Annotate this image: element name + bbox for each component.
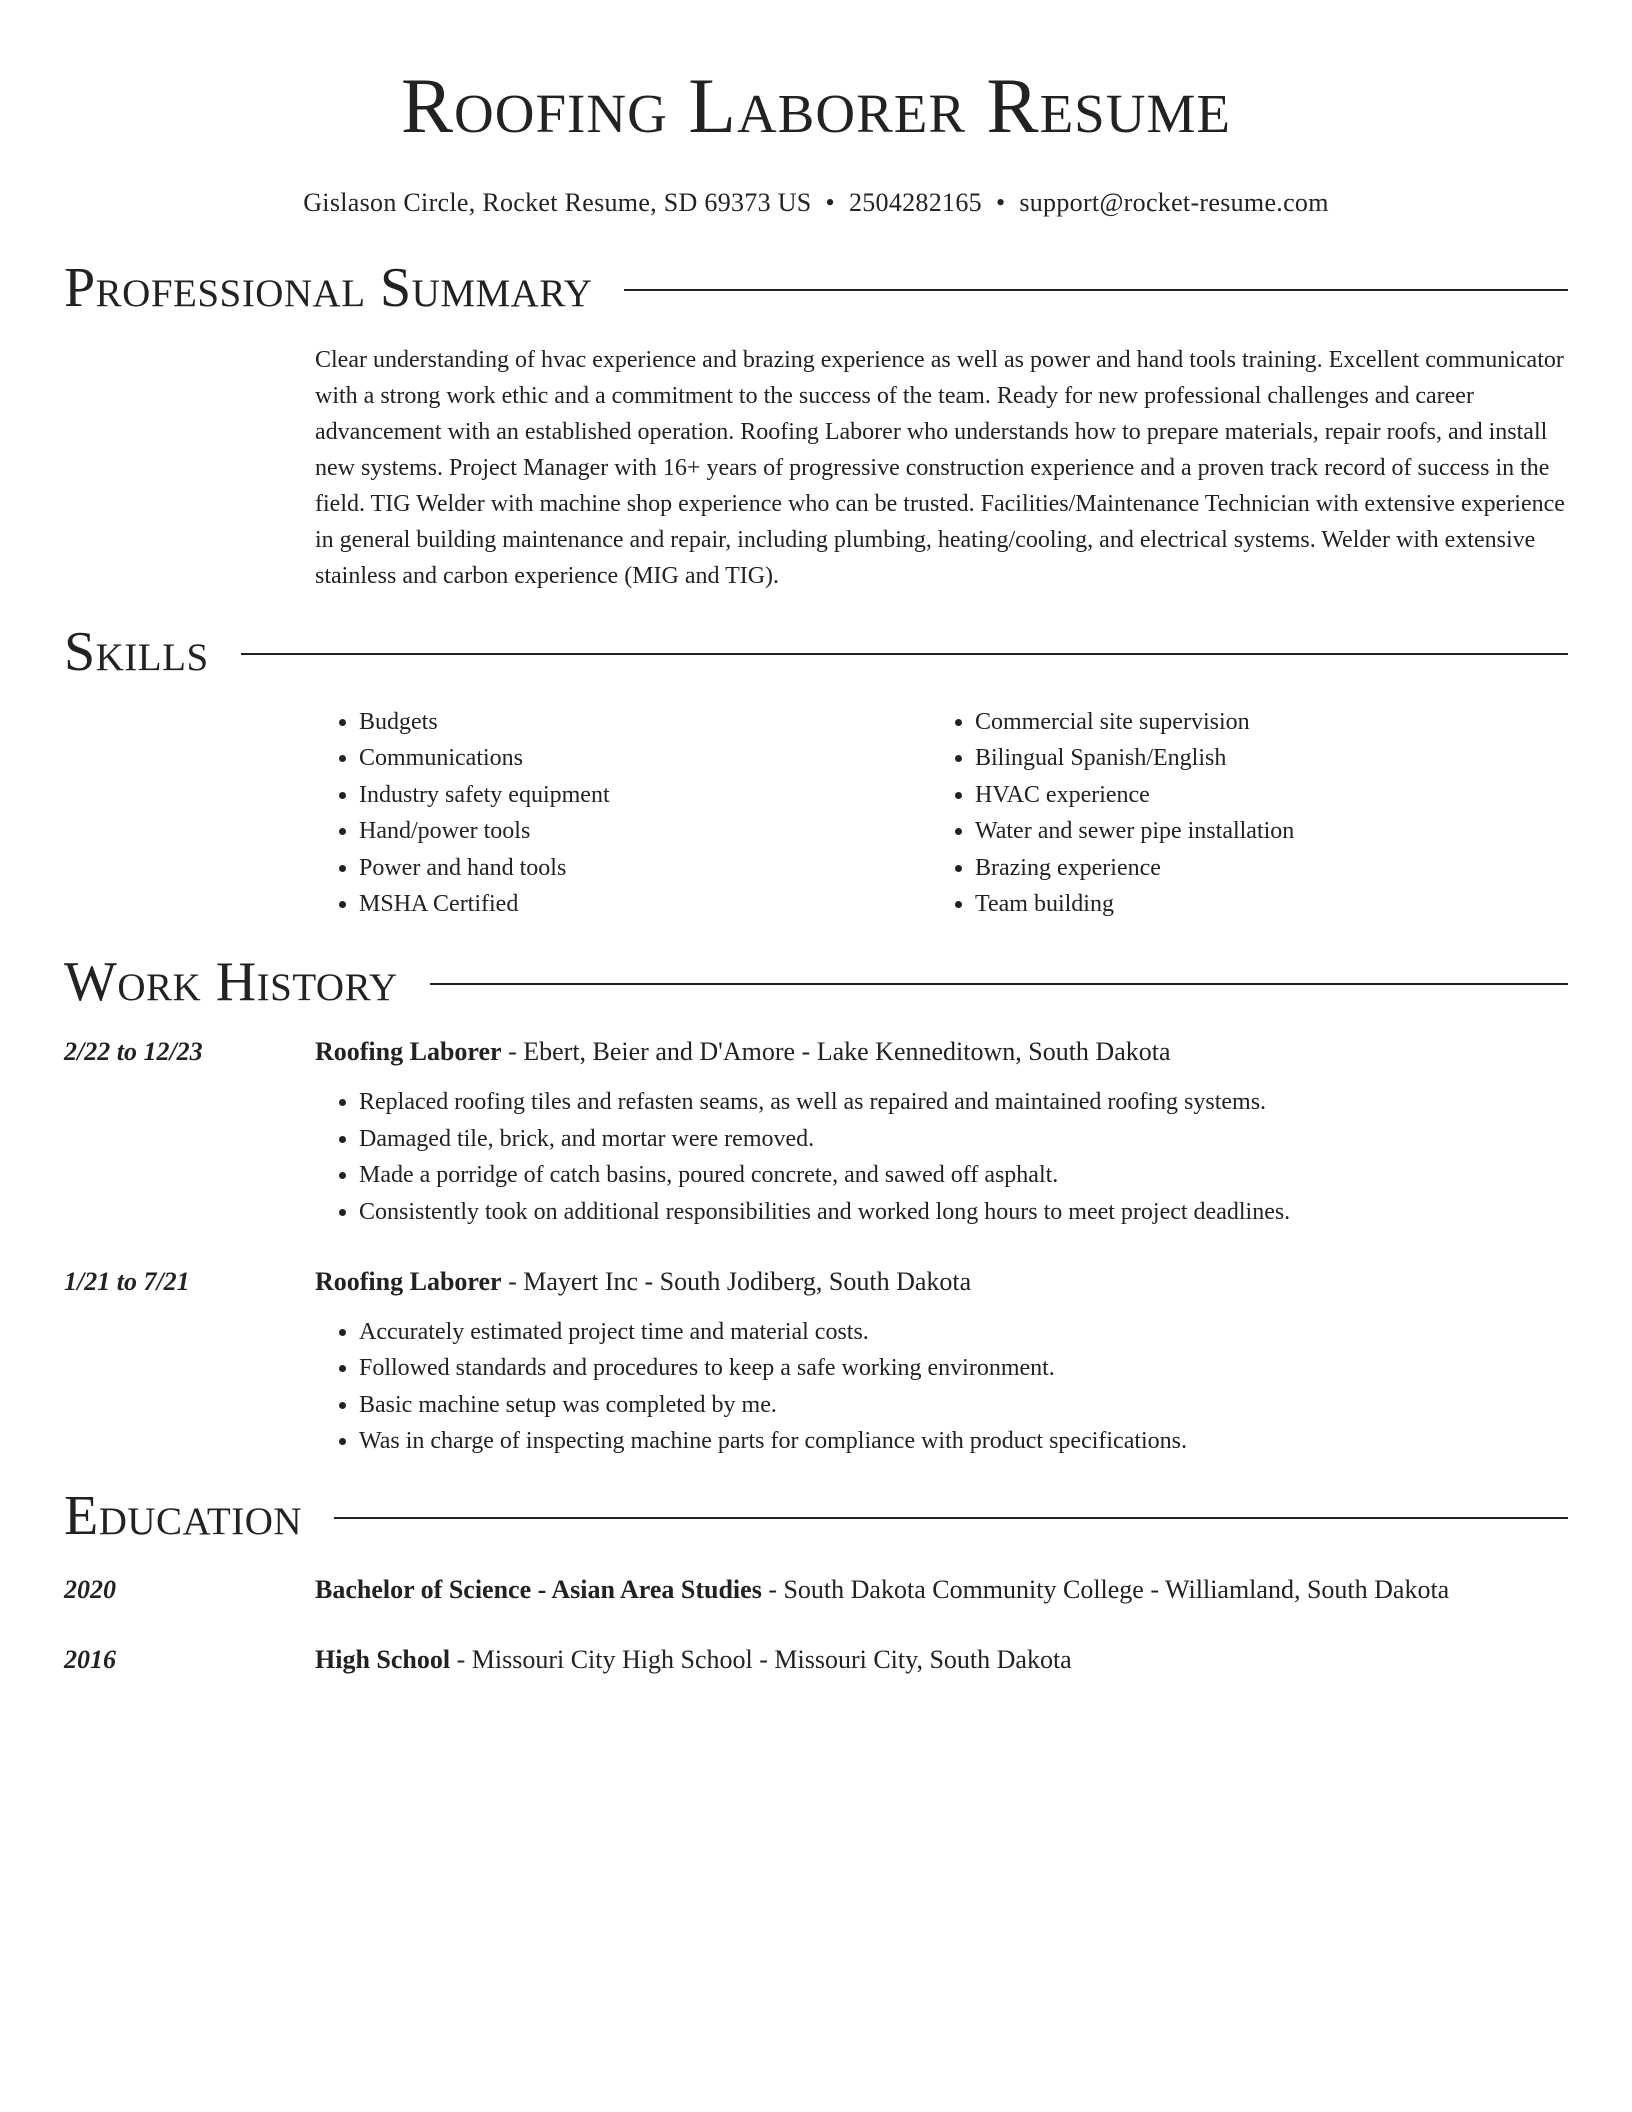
education-entry xyxy=(64,1572,1568,1608)
education-heading-line xyxy=(315,1572,1449,1608)
job-bullet: • Accurately estimated project time and material costs. xyxy=(359,1314,1568,1350)
skill-item: • Team building xyxy=(975,886,1547,922)
section-divider xyxy=(334,1517,1568,1519)
job-bullet: • Damaged tile, brick, and mortar were removed. xyxy=(359,1121,1568,1157)
skill-item: • Commercial site supervision xyxy=(975,704,1547,740)
work-heading: Work History xyxy=(64,951,398,1014)
skill-item: • Industry safety equipment xyxy=(359,777,931,813)
work-section-header xyxy=(64,952,1568,1012)
skills-column-left xyxy=(315,704,931,922)
skill-item: • Hand/power tools xyxy=(359,813,931,849)
job-title: Roofing Laborer xyxy=(315,1267,502,1297)
skill-item: • Communications xyxy=(359,740,931,776)
contact-address: Gislason Circle, Rocket Resume, SD 69373 US xyxy=(303,188,812,217)
job-bullets xyxy=(315,1084,1568,1230)
skills-heading: Skills xyxy=(64,621,209,683)
education-entry xyxy=(64,1642,1568,1678)
contact-line xyxy=(64,186,1568,220)
education-date: 2020 xyxy=(64,1574,116,1604)
section-divider xyxy=(624,289,1568,291)
job-entry xyxy=(64,1264,1568,1460)
education-degree: Bachelor of Science - Asian Area Studies xyxy=(315,1574,762,1604)
skills-list xyxy=(315,704,1568,922)
job-date: 2/22 to 12/23 xyxy=(64,1037,203,1067)
summary-heading: Professional Summary xyxy=(64,257,593,319)
section-divider xyxy=(241,653,1568,655)
skill-item: • Power and hand tools xyxy=(359,850,931,886)
job-bullet: • Replaced roofing tiles and refasten seams, as well as repaired and maintained roofing systems. xyxy=(359,1084,1568,1120)
education-section-header xyxy=(64,1486,1568,1546)
education-heading-line xyxy=(315,1642,1072,1678)
skills-column-right xyxy=(931,704,1547,922)
skill-item: • Bilingual Spanish/English xyxy=(975,740,1547,776)
job-heading xyxy=(315,1034,1568,1070)
job-date: 1/21 to 7/21 xyxy=(64,1267,190,1297)
job-bullet: • Consistently took on additional responsibilities and worked long hours to meet project deadlines. xyxy=(359,1194,1568,1230)
skill-item: • MSHA Certified xyxy=(359,886,931,922)
contact-separator: • xyxy=(825,188,835,217)
skill-item: • HVAC experience xyxy=(975,777,1547,813)
education-details: - South Dakota Community College - Williamland, South Dakota xyxy=(761,1574,1450,1604)
skills-section-header xyxy=(64,622,1568,682)
job-heading xyxy=(315,1264,1568,1300)
job-entry xyxy=(64,1034,1568,1230)
education-date: 2016 xyxy=(64,1644,116,1674)
summary-text: Clear understanding of hvac experience and brazing experience as well as power and hand tools training. Excellent communicator with a strong work ethic and a commitment to the success of the team. Ready for new professional challenges and career advancement with an established operation. Roofing Laborer who understands how to prepare materials, repair roofs, and install new systems. Project Manager with 16+ years of progressive construction experience and a proven track record of success in the field. TIG Welder with machine shop experience who can be trusted. Facilities/Maintenance Technician with extensive experience in general building maintenance and repair, including plumbing, heating/cooling, and electrical systems. Welder with extensive stainless and carbon experience (MIG and TIG). xyxy=(315,347,1565,589)
job-body xyxy=(315,1034,1568,1230)
education-degree: High School xyxy=(315,1644,451,1674)
job-bullet: • Made a porridge of catch basins, poured concrete, and sawed off asphalt. xyxy=(359,1157,1568,1193)
skill-item: • Brazing experience xyxy=(975,850,1547,886)
summary-section-header xyxy=(64,258,1568,318)
education-heading: Education xyxy=(64,1484,303,1547)
job-bullets xyxy=(315,1314,1568,1460)
job-title: Roofing Laborer xyxy=(315,1037,502,1067)
job-bullet: • Basic machine setup was completed by me. xyxy=(359,1387,1568,1423)
contact-phone: 2504282165 xyxy=(848,188,982,217)
job-bullet: • Was in charge of inspecting machine parts for compliance with product specifications. xyxy=(359,1423,1568,1459)
skill-item: • Budgets xyxy=(359,704,931,740)
job-body xyxy=(315,1264,1568,1460)
education-details: - Missouri City High School - Missouri City, South Dakota xyxy=(450,1644,1072,1674)
job-bullet: • Followed standards and procedures to keep a safe working environment. xyxy=(359,1350,1568,1386)
job-details: - Ebert, Beier and D'Amore - Lake Kenneditown, South Dakota xyxy=(501,1037,1171,1067)
resume-title: Roofing Laborer Resume xyxy=(401,62,1231,149)
skill-item: • Water and sewer pipe installation xyxy=(975,813,1547,849)
contact-separator: • xyxy=(995,188,1006,217)
contact-email: support@rocket-resume.com xyxy=(1019,188,1329,217)
section-divider xyxy=(430,983,1568,985)
job-details: - Mayert Inc - South Jodiberg, South Dakota xyxy=(501,1267,972,1297)
